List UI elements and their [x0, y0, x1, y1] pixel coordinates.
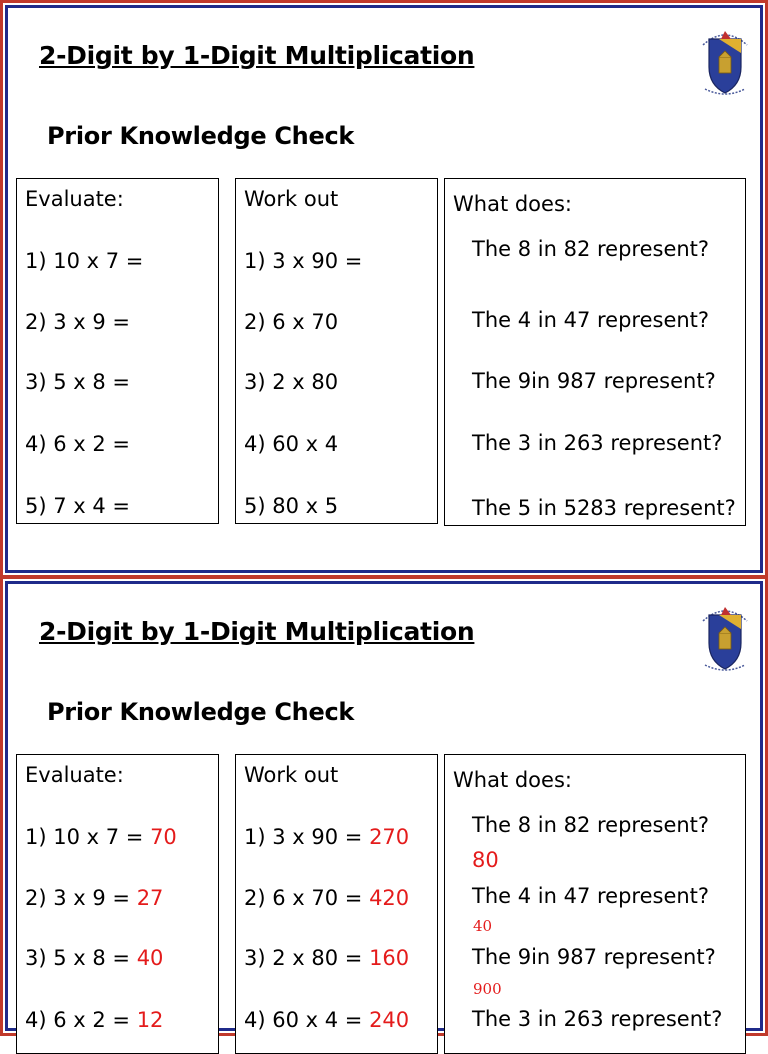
work-out-question: 4) 60 x 4 [244, 432, 339, 456]
place-value-question: The 3 in 263 represent? [472, 431, 723, 455]
work-out-answer: 420 [369, 886, 410, 910]
work-out-answer: 270 [369, 825, 410, 849]
work-out-question: 1) 3 x 90 = [244, 825, 363, 849]
evaluate-question: 1) 10 x 7 = [25, 249, 144, 273]
evaluate-question: 2) 3 x 9 = [25, 886, 130, 910]
work-out-answered [244, 886, 409, 910]
work-out-answered [244, 946, 409, 970]
work-out-box [235, 754, 438, 1054]
place-value-question: The 8 in 82 represent? [472, 237, 710, 261]
work-out-question: 3) 2 x 80 = [244, 946, 363, 970]
work-out-answered [244, 1008, 409, 1032]
place-value-question: The 4 in 47 represent? [472, 884, 710, 908]
school-crest-icon [695, 23, 755, 105]
place-value-question: The 8 in 82 represent? [472, 813, 710, 837]
section-subtitle: Prior Knowledge Check [47, 698, 355, 726]
school-crest-icon [695, 599, 755, 681]
place-value-question: The 9in 987 represent? [472, 369, 716, 393]
place-value-question: The 5 in 5283 represent? [472, 496, 736, 520]
evaluate-question: 4) 6 x 2 = [25, 432, 130, 456]
evaluate-question: 3) 5 x 8 = [25, 370, 130, 394]
slide-answers [0, 576, 768, 1036]
evaluate-answer: 12 [136, 1008, 164, 1032]
place-value-answer: 80 [472, 848, 499, 872]
evaluate-question: 5) 7 x 4 = [25, 494, 130, 518]
work-out-question: 2) 6 x 70 [244, 310, 339, 334]
evaluate-answered [25, 825, 177, 849]
evaluate-heading: Evaluate: [25, 763, 124, 787]
work-out-question: 3) 2 x 80 [244, 370, 339, 394]
place-value-question: The 3 in 263 represent? [472, 1007, 723, 1031]
evaluate-answered [25, 886, 163, 910]
work-out-answer: 240 [369, 1008, 410, 1032]
page-title: 2-Digit by 1-Digit Multiplication [39, 617, 475, 646]
what-does-heading: What does: [453, 192, 572, 216]
evaluate-question: 1) 10 x 7 = [25, 825, 144, 849]
section-subtitle: Prior Knowledge Check [47, 122, 355, 150]
work-out-question: 2) 6 x 70 = [244, 886, 363, 910]
work-out-question: 4) 60 x 4 = [244, 1008, 363, 1032]
evaluate-heading: Evaluate: [25, 187, 124, 211]
evaluate-answered [25, 946, 163, 970]
what-does-heading: What does: [453, 768, 572, 792]
evaluate-question: 4) 6 x 2 = [25, 1008, 130, 1032]
what-does-box [444, 178, 746, 526]
place-value-question: The 9in 987 represent? [472, 945, 716, 969]
page-title: 2-Digit by 1-Digit Multiplication [39, 41, 475, 70]
place-value-answer: 40 [473, 917, 493, 935]
work-out-heading: Work out [244, 763, 339, 787]
evaluate-question: 3) 5 x 8 = [25, 946, 130, 970]
evaluate-answered [25, 1008, 163, 1032]
place-value-answer: 900 [473, 980, 502, 998]
evaluate-question: 2) 3 x 9 = [25, 310, 130, 334]
work-out-question: 5) 80 x 5 [244, 494, 339, 518]
work-out-question: 1) 3 x 90 = [244, 249, 363, 273]
evaluate-answer: 40 [136, 946, 164, 970]
work-out-answer: 160 [369, 946, 410, 970]
evaluate-answer: 70 [150, 825, 177, 849]
work-out-answered [244, 825, 409, 849]
what-does-box [444, 754, 746, 1054]
evaluate-box [16, 178, 219, 524]
place-value-question: The 4 in 47 represent? [472, 308, 710, 332]
evaluate-box [16, 754, 219, 1054]
work-out-box [235, 178, 438, 524]
evaluate-answer: 27 [136, 886, 164, 910]
work-out-heading: Work out [244, 187, 339, 211]
